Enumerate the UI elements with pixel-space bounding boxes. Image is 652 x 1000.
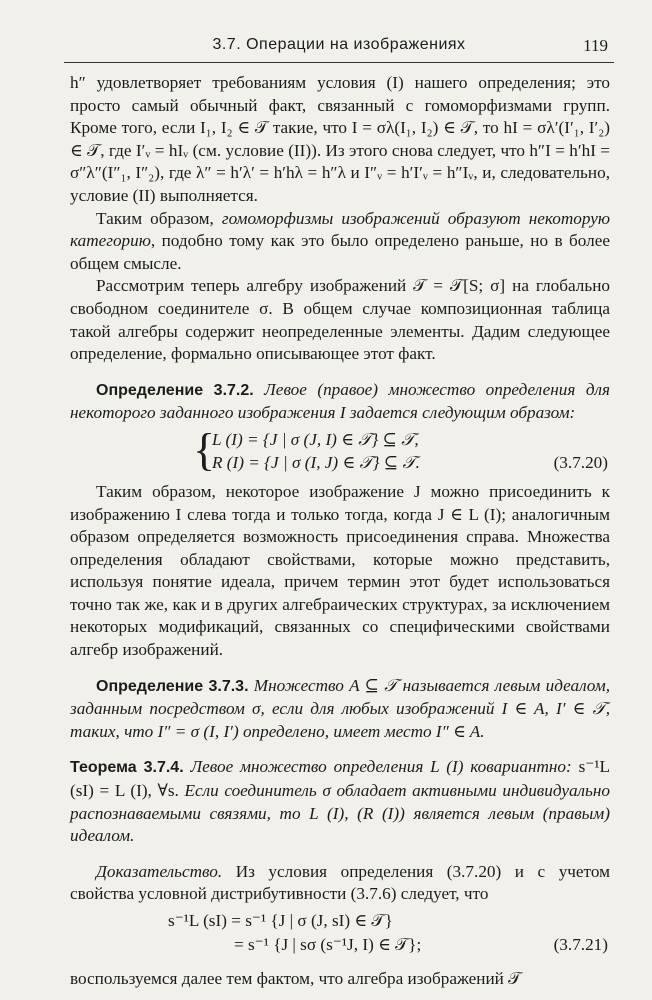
definition-3-7-3-heading: Определение 3.7.3. [96, 677, 249, 695]
theorem-3-7-4-statement: Левое множество определения L (I) ковариантно: [190, 757, 572, 777]
definition-3-7-3 [70, 675, 610, 744]
equation-number: (3.7.20) [553, 452, 608, 472]
brace-symbol: { [193, 423, 216, 475]
proof [70, 861, 610, 906]
theorem-3-7-4-formula: s⁻¹L (sI) = L (I), ∀s. [70, 757, 611, 801]
equation-3-7-21-line2: = s⁻¹ {J | sσ (s⁻¹J, I) ∈ 𝒯}; [234, 935, 422, 954]
definition-3-7-3-text: Множество A ⊆ 𝒯 называется левым идеалом, заданным посредством σ, если для любых изображений I ∈ A, I′ ∈ 𝒯, таких, что I″ = σ (I, I′) определено, имеет место I″ ∈ A. [70, 675, 611, 741]
paragraph-homomorphism: h″ удовлетворяет требованиям условия (I) нашего определения; это просто самый обычный факт, связанный с гомоморфизмами групп. Кроме того, если I₁, I₂ ∈ 𝒯 такие, что I = σλ(I₁, I₂) ∈ 𝒯, то hI = σλ′(I′₁, I′₂) ∈ 𝒯, где I′ᵥ = hIᵥ (см. условие (II)). Из этого снова следует, что h″I = h′hI = σ″λ″(I″₁, I″₂), где λ″ = h′λ′ = h′hλ = h″λ и I″ᵥ = h′I′ᵥ = h″Iᵥ, и, следовательно, условие (II) выполняется. [70, 73, 610, 205]
equation-3-7-20-line2: R (I) = {J | σ (I, J) ∈ 𝒯} ⊆ 𝒯. [212, 452, 420, 472]
theorem-3-7-4-heading: Теорема 3.7.4. [70, 759, 184, 777]
definition-3-7-2 [70, 379, 610, 425]
running-header [64, 28, 614, 63]
equation-3-7-21 [70, 910, 610, 960]
proof-text: Из условия определения (3.7.20) и с учетом свойства условной дистрибутивности (3.7.6) следует, что [70, 861, 610, 904]
equation-3-7-20 [70, 423, 610, 477]
paragraph-image-algebra: Рассмотрим теперь алгебру изображений 𝒯 = 𝒯[S; σ] на глобально свободном соединителе σ. В общем случае композиционная таблица такой алгебры содержит неопределенные элементы. Дадим следующее определение, формально описывающее этот факт. [70, 276, 610, 364]
theorem-3-7-4 [70, 756, 610, 847]
paragraph-final: воспользуемся далее тем фактом, что алгебра изображений 𝒯 [70, 969, 522, 988]
theorem-3-7-4-condition: Если соединитель σ обладает активными индивидуально распознаваемыми связями, то L (I), (R (I)) является левым (правым) идеалом. [70, 781, 610, 846]
definition-3-7-2-text: Левое (правое) множество определения для некоторого заданного изображения I задается следующим образом: [70, 379, 611, 423]
equation-number: (3.7.21) [553, 935, 608, 954]
paragraph-category-emphasis: гомоморфизмы изображений образуют некоторую категорию [70, 208, 610, 251]
page-body [70, 72, 610, 991]
equation-3-7-20-line1: L (I) = {J | σ (J, I) ∈ 𝒯} ⊆ 𝒯, [212, 429, 419, 449]
equation-3-7-21-line1: s⁻¹L (sI) = s⁻¹ {J | σ (J, sI) ∈ 𝒯} [168, 911, 393, 930]
section-title: 3.7. Операции на изображениях [212, 36, 466, 53]
definition-3-7-2-heading: Определение 3.7.2. [96, 381, 254, 399]
paragraph-ideals: Таким образом, некоторое изображение J можно присоединить к изображению I слева тогда и только тогда, когда J ∈ L (I); аналогичным образом определяется возможность присоединения справа. Множества определения обладают свойствами, которые можно представить, используя понятие идеала, причем термин этот будет использоваться точно так же, как и в других алгебраических структурах, за исключением некоторых модификаций, связанных со специфическими свойствами алгебр изображений. [70, 481, 610, 660]
paragraph-category-end: , подобно тому как это было определено раньше, но в более общем смысле. [70, 231, 610, 273]
paragraph-category [70, 208, 610, 276]
proof-heading: Доказательство. [96, 861, 223, 881]
page-number: 119 [583, 36, 608, 55]
paragraph-category-start: Таким образом, [96, 208, 222, 228]
